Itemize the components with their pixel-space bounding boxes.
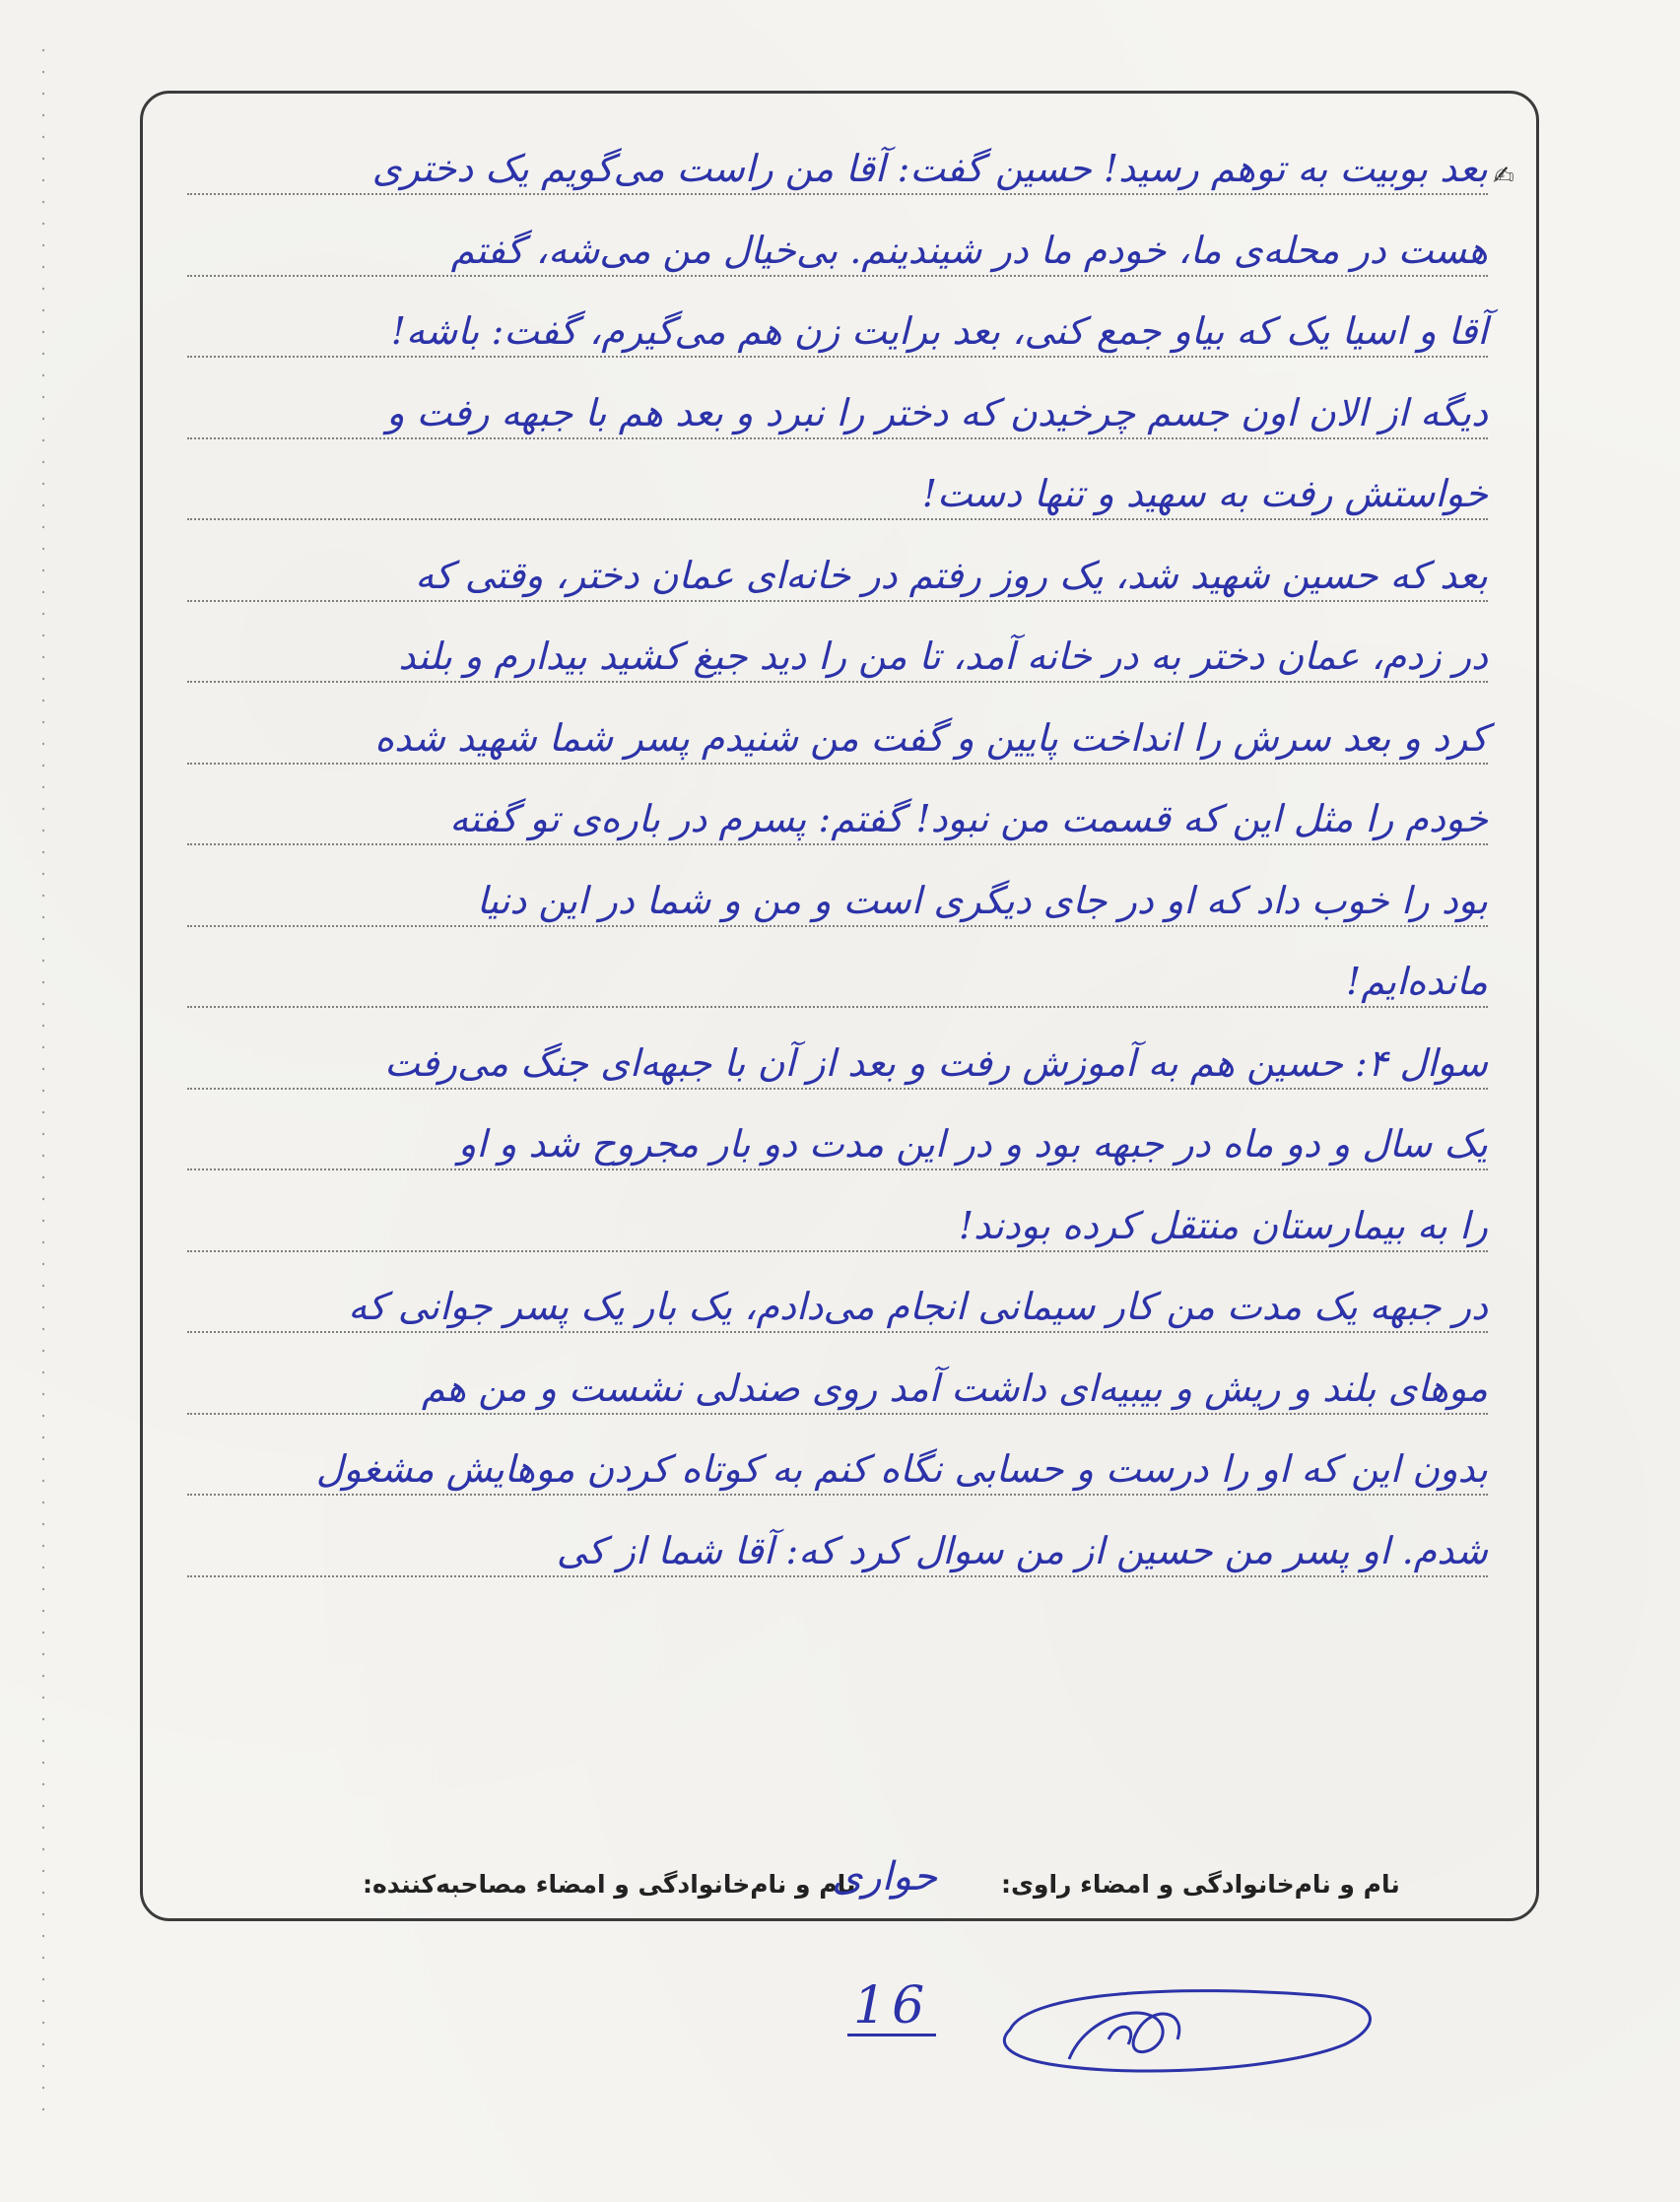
handwritten-line: شدم. او پسر من حسین از من سوال کرد که: آقا شما از کی (556, 1528, 1488, 1572)
handwritten-line: یک سال و دو ماه در جبهه بود و در این مدت دو بار مجروح شد و او (458, 1122, 1488, 1166)
ruled-line (187, 600, 1488, 602)
signature-icon (990, 1970, 1394, 2089)
handwritten-line: کرد و بعد سرش را انداخت پایین و گفت من شنیدم پسر شما شهید شده (374, 715, 1488, 760)
ruled-line (187, 1331, 1488, 1333)
page-number: 16 (847, 1978, 936, 2036)
ruled-line (187, 437, 1488, 439)
ruled-line (187, 356, 1488, 358)
handwritten-line: هست در محله‌ی ما، خودم ما در شیندینم. بی‌خیال من می‌شه، گفتم (450, 228, 1488, 272)
ruled-line (187, 1250, 1488, 1252)
handwritten-line: مانده‌ایم! (1345, 960, 1488, 1003)
perforation-dots (42, 39, 44, 2128)
ruled-line (187, 681, 1488, 683)
ruled-line (187, 1088, 1488, 1090)
handwritten-line: را به بیمارستان منتقل کرده بودند! (958, 1203, 1488, 1247)
handwritten-line: آقا و اسیا یک که بیاو جمع کنی، بعد برایت زن هم می‌گیرم، گفت: باشه! (390, 309, 1488, 353)
ruled-line (187, 1413, 1488, 1415)
ruled-line (187, 1168, 1488, 1170)
pen-icon: ✍ (1493, 162, 1514, 191)
ruled-line (187, 1494, 1488, 1496)
handwritten-line: در جبهه یک مدت من کار سیمانی انجام می‌دادم، یک بار یک پسر جوانی که (348, 1285, 1488, 1328)
interviewer-name: حواری (832, 1854, 938, 1900)
handwritten-line: در زدم، عمان دختر به در خانه آمد، تا من را دید جیغ کشید بیدارم و بلند (398, 634, 1488, 678)
ruled-line (187, 1575, 1488, 1577)
ruled-line (187, 193, 1488, 195)
handwritten-line: بود را خوب داد که او در جای دیگری است و من و شما در این دنیا (476, 878, 1488, 922)
handwritten-line: بعد بوبیت به توهم رسید! حسین گفت: آقا من راست می‌گویم یک دختری (371, 147, 1488, 190)
ruled-line (187, 763, 1488, 765)
handwritten-line: بدون این که او را درست و حسابی نگاه کنم به کوتاه کردن موهایش مشغول (315, 1447, 1488, 1491)
handwritten-line: موهای بلند و ریش و بیبیه‌ای داشت آمد روی صندلی نشست و من هم (421, 1366, 1488, 1410)
handwritten-line: سوال ۴: حسین هم به آموزش رفت و بعد از آن با جبهه‌ای جنگ می‌رفت (384, 1040, 1488, 1085)
ruled-line (187, 275, 1488, 277)
ruled-line (187, 518, 1488, 520)
ruled-line (187, 843, 1488, 845)
handwritten-line: دیگه از الان اون جسم چرخیدن که دختر را نبرد و بعد هم با جبهه رفت و (386, 390, 1488, 434)
handwritten-line: بعد که حسین شهید شد، یک روز رفتم در خانه‌ای عمان دختر، وقتی که (415, 553, 1488, 597)
ruled-line (187, 925, 1488, 927)
interviewer-signature-label: نام و نام‌خانوادگی و امضاء مصاحبه‌کننده: (363, 1870, 856, 1899)
ruled-line (187, 1006, 1488, 1008)
narrator-signature-label: نام و نام‌خانوادگی و امضاء راوی: (1001, 1870, 1400, 1899)
handwritten-line: خودم را مثل این که قسمت من نبود! گفتم: پسرم در باره‌ی تو گفته (449, 797, 1488, 840)
handwritten-line: خواستش رفت به سهید و تنها دست! (921, 472, 1488, 515)
